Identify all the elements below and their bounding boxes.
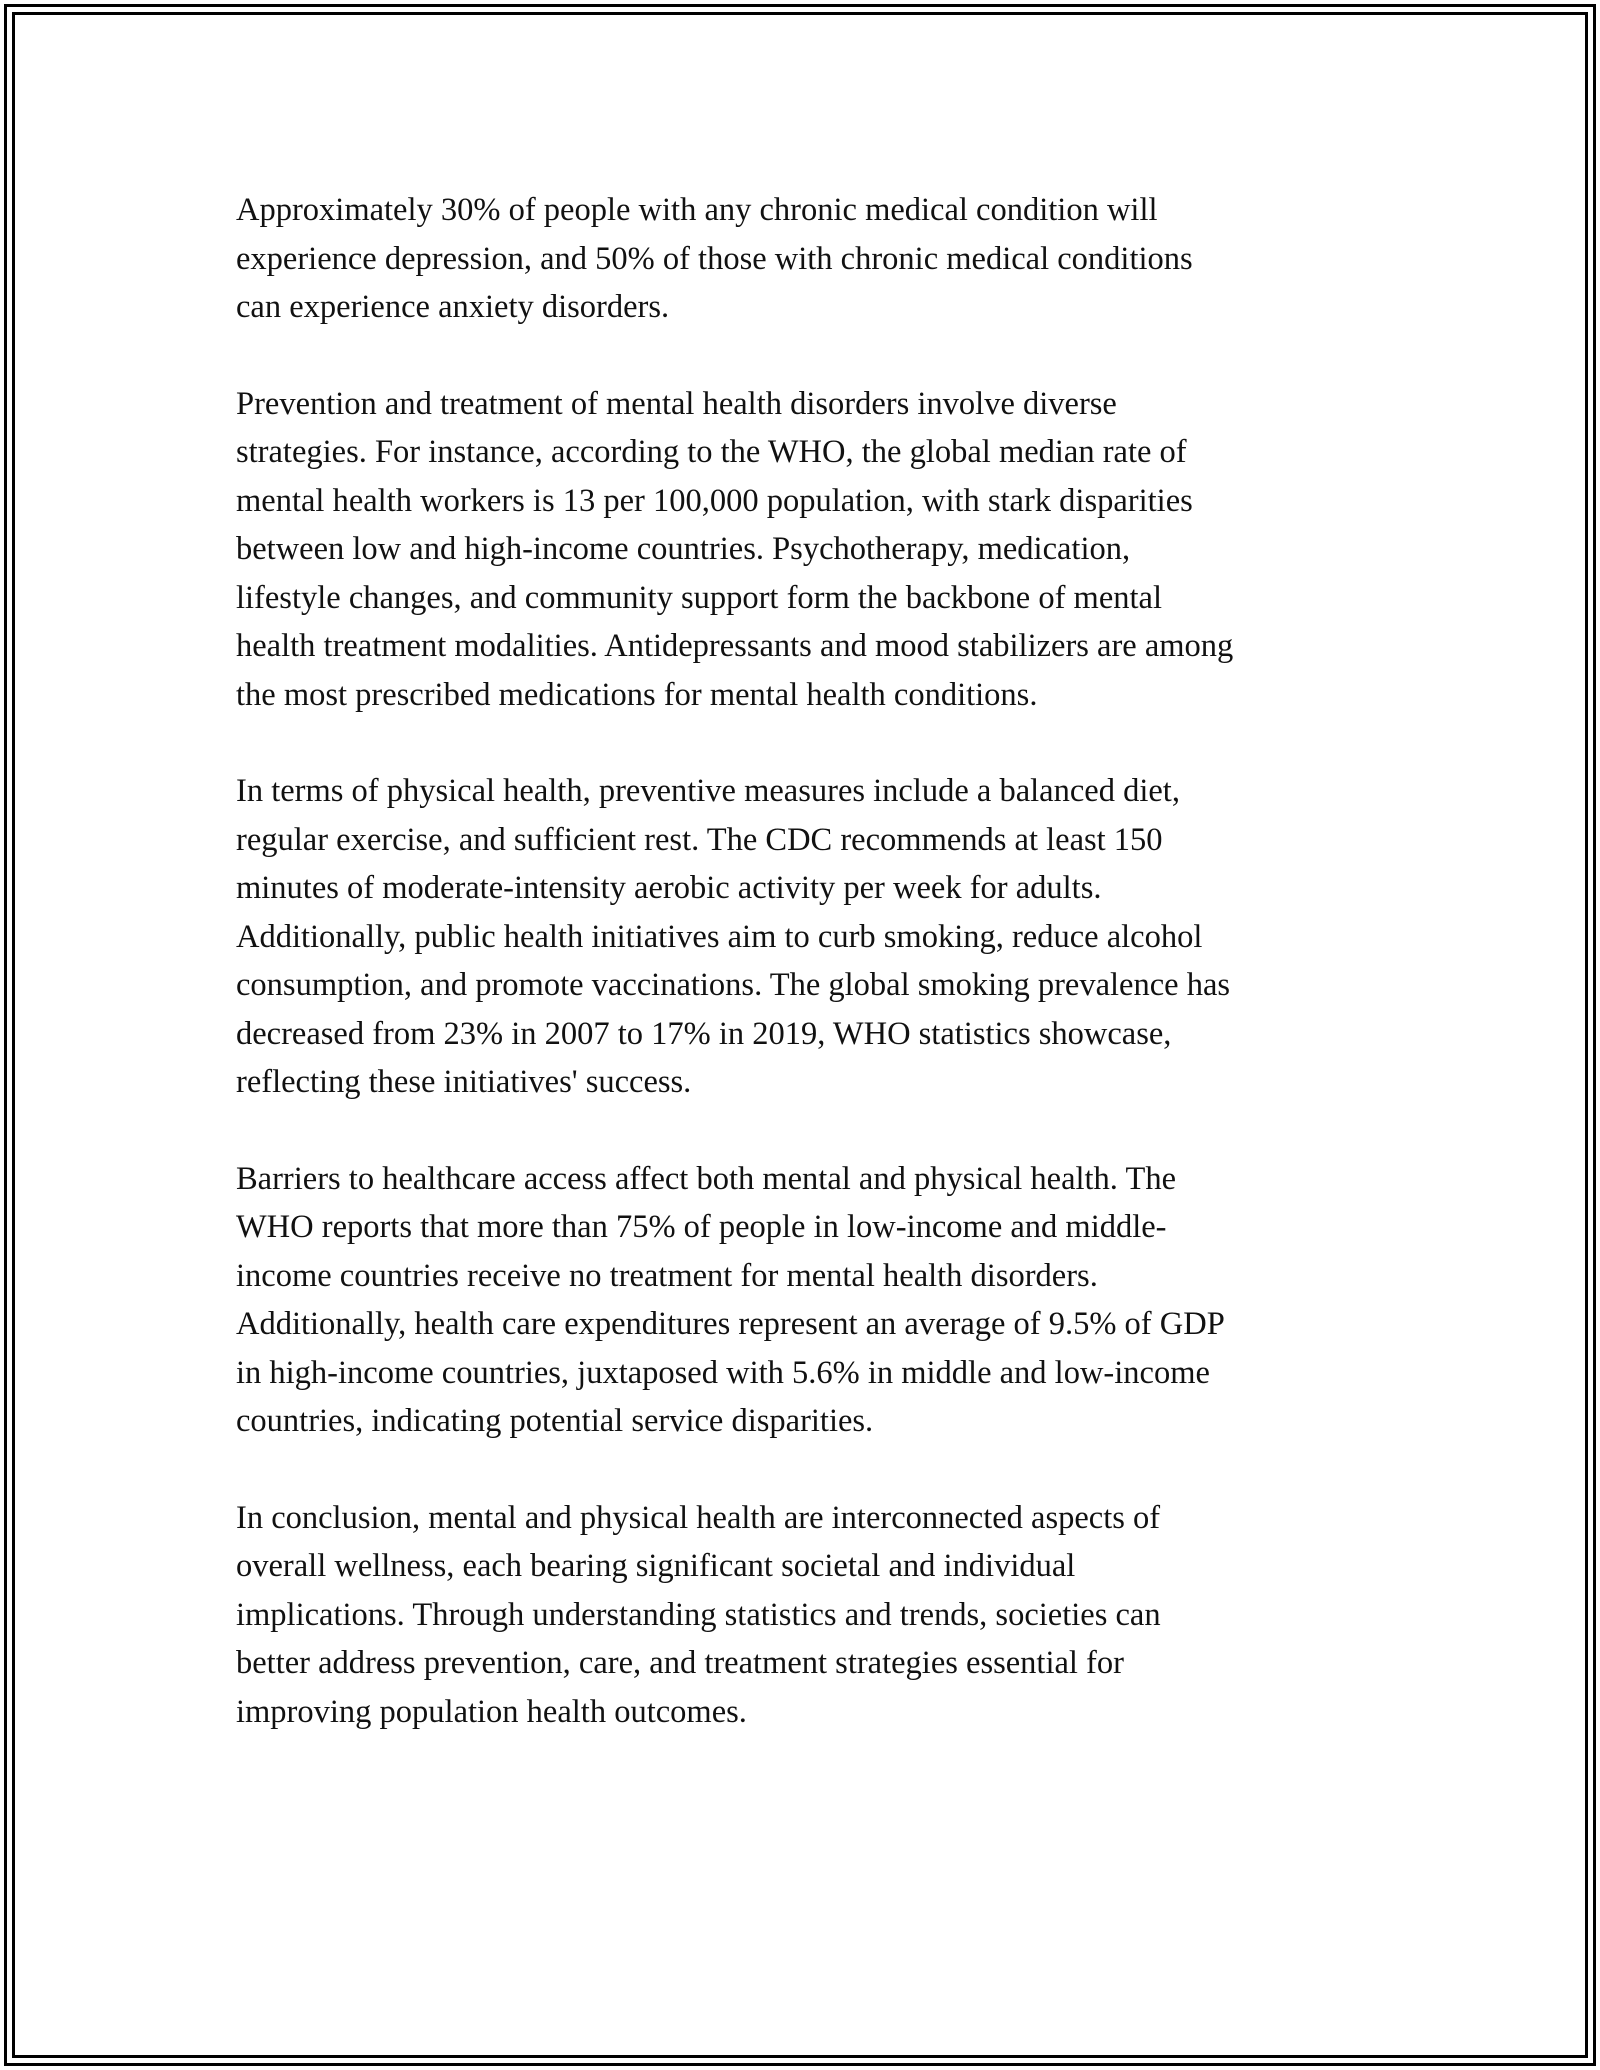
text-line: consumption, and promote vaccinations. The global smoking prevalence has [236,967,1231,1003]
paragraph-conclusion [236,1494,1366,1737]
text-line: the most prescribed medications for mental health conditions. [236,676,1038,713]
paragraph-barriers-access [236,1155,1366,1446]
text-line: lifestyle changes, and community support form the backbone of mental [236,579,1162,616]
text-line: between low and high-income countries. Psychotherapy, medication, [236,531,1131,567]
text-line: strategies. For instance, according to the WHO, the global median rate of [236,434,1187,470]
text-line: income countries receive no treatment for mental health disorders. [236,1257,1098,1294]
text-line: in high-income countries, juxtaposed with 5.6% in middle and low-income [236,1354,1210,1391]
text-line: better address prevention, care, and treatment strategies essential for [236,1645,1124,1681]
text-line: WHO reports that more than 75% of people in low-income and middle- [236,1209,1167,1245]
text-line: Barriers to healthcare access affect both mental and physical health. The [236,1160,1176,1197]
document-body [236,186,1366,1784]
text-line: In conclusion, mental and physical health are interconnected aspects of [236,1499,1161,1536]
text-line: countries, indicating potential service disparities. [236,1403,874,1439]
text-line: Additionally, public health initiatives aim to curb smoking, reduce alcohol [236,918,1203,955]
text-line: minutes of moderate-intensity aerobic activity per week for adults. [236,870,1102,906]
text-line: decreased from 23% in 2007 to 17% in 2019, WHO statistics showcase, [236,1015,1172,1052]
text-line: can experience anxiety disorders. [236,289,670,325]
paragraph-prevention-treatment [236,380,1366,720]
text-line: improving population health outcomes. [236,1693,747,1730]
text-line: implications. Through understanding statistics and trends, societies can [236,1596,1161,1633]
text-line: experience depression, and 50% of those with chronic medical conditions [236,240,1193,277]
text-line: regular exercise, and sufficient rest. The CDC recommends at least 150 [236,821,1163,858]
text-line: health treatment modalities. Antidepressants and mood stabilizers are among [236,628,1234,664]
text-line: Prevention and treatment of mental health disorders involve diverse [236,385,1117,422]
text-line: overall wellness, each bearing significant societal and individual [236,1548,1076,1584]
text-line: In terms of physical health, preventive measures include a balanced diet, [236,773,1180,809]
text-line: Additionally, health care expenditures represent an average of 9.5% of GDP [236,1306,1225,1342]
text-line: mental health workers is 13 per 100,000 population, with stark disparities [236,482,1193,519]
paragraph-chronic-conditions [236,186,1366,332]
text-line: Approximately 30% of people with any chronic medical condition will [236,192,1158,228]
text-line: reflecting these initiatives' success. [236,1064,692,1100]
paragraph-physical-health [236,767,1366,1107]
